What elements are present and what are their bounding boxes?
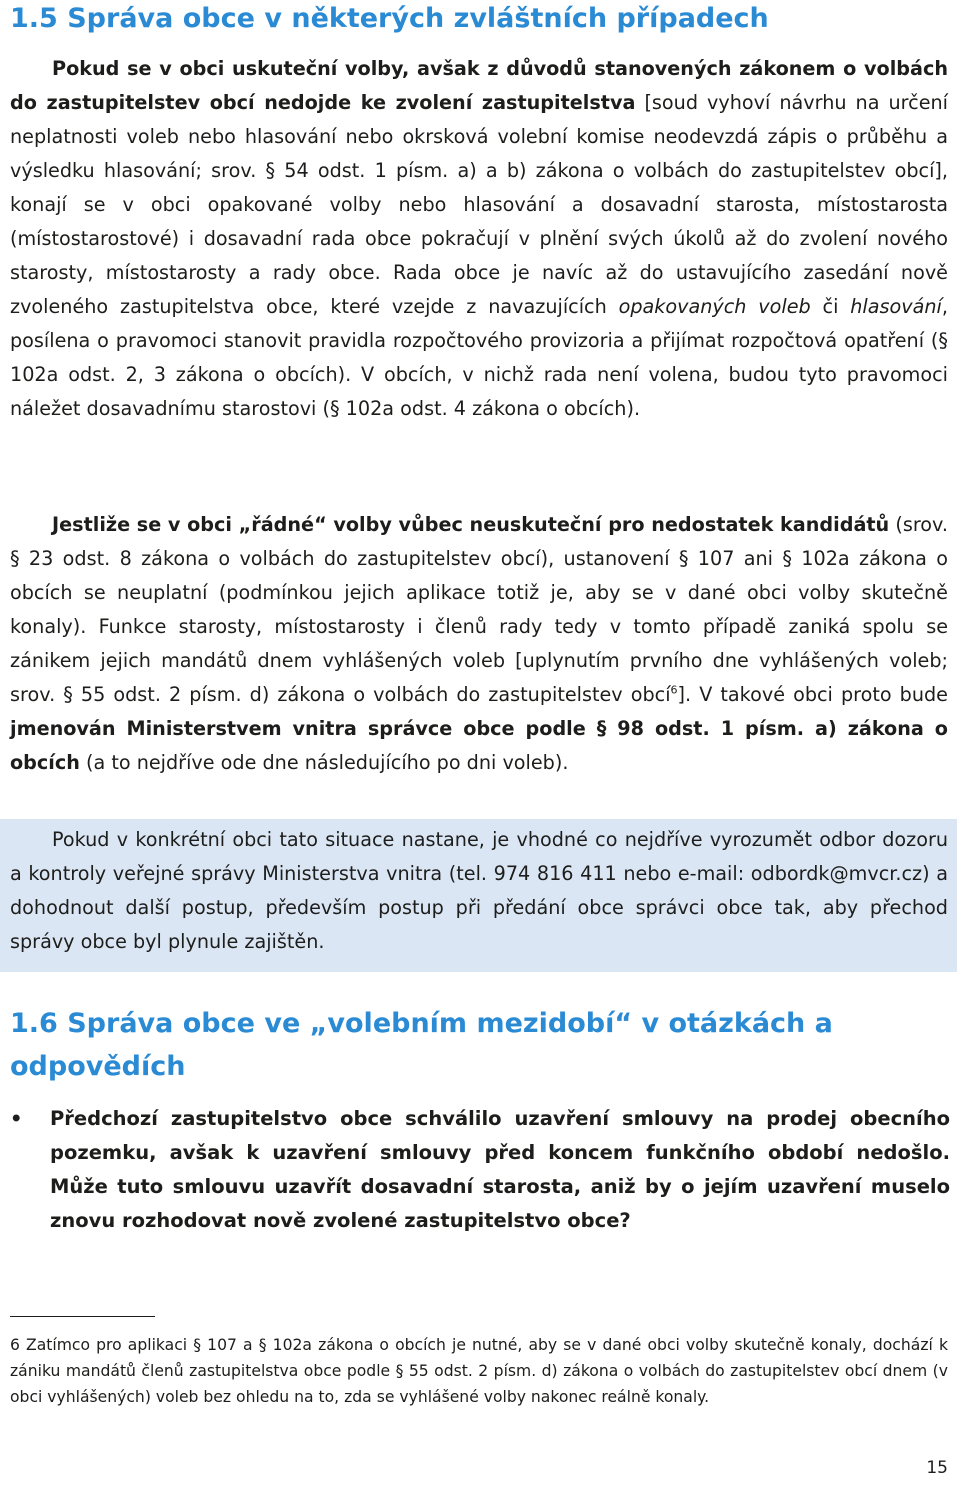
footnote: 6 Zatímco pro aplikaci § 107 a § 102a zákona o obcích je nutné, aby se v dané obci volby skutečně konaly, dochází k zániku mandátů členů zastupitelstva obce podle § 55 odst. 2 písm. d) zákona o volbách do zastupitelstev obcí dnem (v obci vyhlášených) voleb bez ohledu na to, zda se vyhlášené volby nakonec reálně konaly. xyxy=(10,1336,948,1406)
paragraph-text: Pokud v konkrétní obci tato situace nastane, je vhodné co nejdříve vyrozumět odbor dozoru a kontroly veřejné správy Ministerstva vnitra (tel. 974 816 411 nebo e-mail: odbordk@mvcr.cz) a dohodnout další postup, především postup při předání obce správci obce tak, aby přechod správy obce byl plynule zajištěn. xyxy=(10,828,948,953)
paragraph-bold-lead: Pokud se v obci uskuteční volby, avšak z důvodů stanovených zákonem o volbách do zastupitelstev obcí nedojde ke zvolení zastupitelstva xyxy=(10,57,948,114)
paragraph-special-cases xyxy=(10,52,948,426)
paragraph-text: či xyxy=(810,295,851,318)
paragraph-bold-lead: Jestliže se v obci „řádné“ volby vůbec neuskuteční pro nedostatek kandidátů xyxy=(52,513,890,536)
question-list-item xyxy=(10,1102,950,1238)
paragraph-contact-ministry xyxy=(10,823,948,959)
section-heading-1-5: 1.5 Správa obce v některých zvláštních případech xyxy=(10,3,769,34)
footnote-separator xyxy=(10,1316,155,1317)
bullet-icon: • xyxy=(10,1107,23,1130)
paragraph-text: (srov. § 23 odst. 8 zákona o volbách do zastupitelstev obcí), ustanovení § 107 ani § 102a zákona o obcích se neuplatní (podmínkou jejich aplikace totiž je, aby se v dané obci volby skutečně konaly). Funkce starosty, místostarosty i členů rady tedy v tomto případě zaniká spolu se zánikem jejich mandátů dnem vyhlášených voleb [uplynutím prvního dne vyhlášených voleb; srov. § 55 odst. 2 písm. d) zákona o volbách do zastupitelstev obcí xyxy=(10,513,948,706)
paragraph-bold: jmenován Ministerstvem vnitra správce obce podle § 98 odst. 1 písm. a) zákona o obcích xyxy=(10,717,948,774)
paragraph-text: (a to nejdříve ode dne následujícího po dni voleb). xyxy=(79,751,569,774)
question-text: Předchozí zastupitelstvo obce schválilo uzavření smlouvy na prodej obecního pozemku, avšak k uzavření smlouvy před koncem funkčního období nedošlo. Může tuto smlouvu uzavřít dosavadní starosta, aniž by o jejím uzavření muselo znovu rozhodovat nově zvolené zastupitelstvo obce? xyxy=(50,1107,950,1232)
section-heading-1-6: 1.6 Správa obce ve „volebním mezidobí“ v otázkách a odpovědích xyxy=(10,1008,833,1082)
paragraph-italic: hlasování xyxy=(850,295,942,318)
footnote-reference: 6 xyxy=(670,683,678,697)
paragraph-italic: opakovaných voleb xyxy=(618,295,811,318)
paragraph-text: [soud vyhoví návrhu na určení neplatnosti voleb nebo hlasování nebo okrsková volební komise neodevzdá zápis o průběhu a výsledku hlasování; srov. § 54 odst. 1 písm. a) a b) zákona o volbách do zastupitelstev obcí], konají se v obci opakované volby nebo hlasování a dosavadní starosta, místostarosta (místostarostové) i dosavadní rada obce pokračují v plnění svých úkolů až do zvolení nového starosty, místostarosty a rady obce. Rada obce je navíc až do ustavujícího zasedání nově zvoleného zastupitelstva obce, které vzejde z navazujících xyxy=(10,91,948,318)
paragraph-text: ]. V takové obci proto bude xyxy=(677,683,948,706)
paragraph-text: , posílena o pravomoci stanovit pravidla rozpočtového provizoria a přijímat rozpočtová opatření (§ 102a odst. 2, 3 zákona o obcích). V obcích, v nichž rada není volena, budou tyto pravomoci náležet dosavadnímu starostovi (§ 102a odst. 4 zákona o obcích). xyxy=(10,295,948,420)
page-number: 15 xyxy=(926,1458,948,1478)
paragraph-no-candidates xyxy=(10,508,948,780)
